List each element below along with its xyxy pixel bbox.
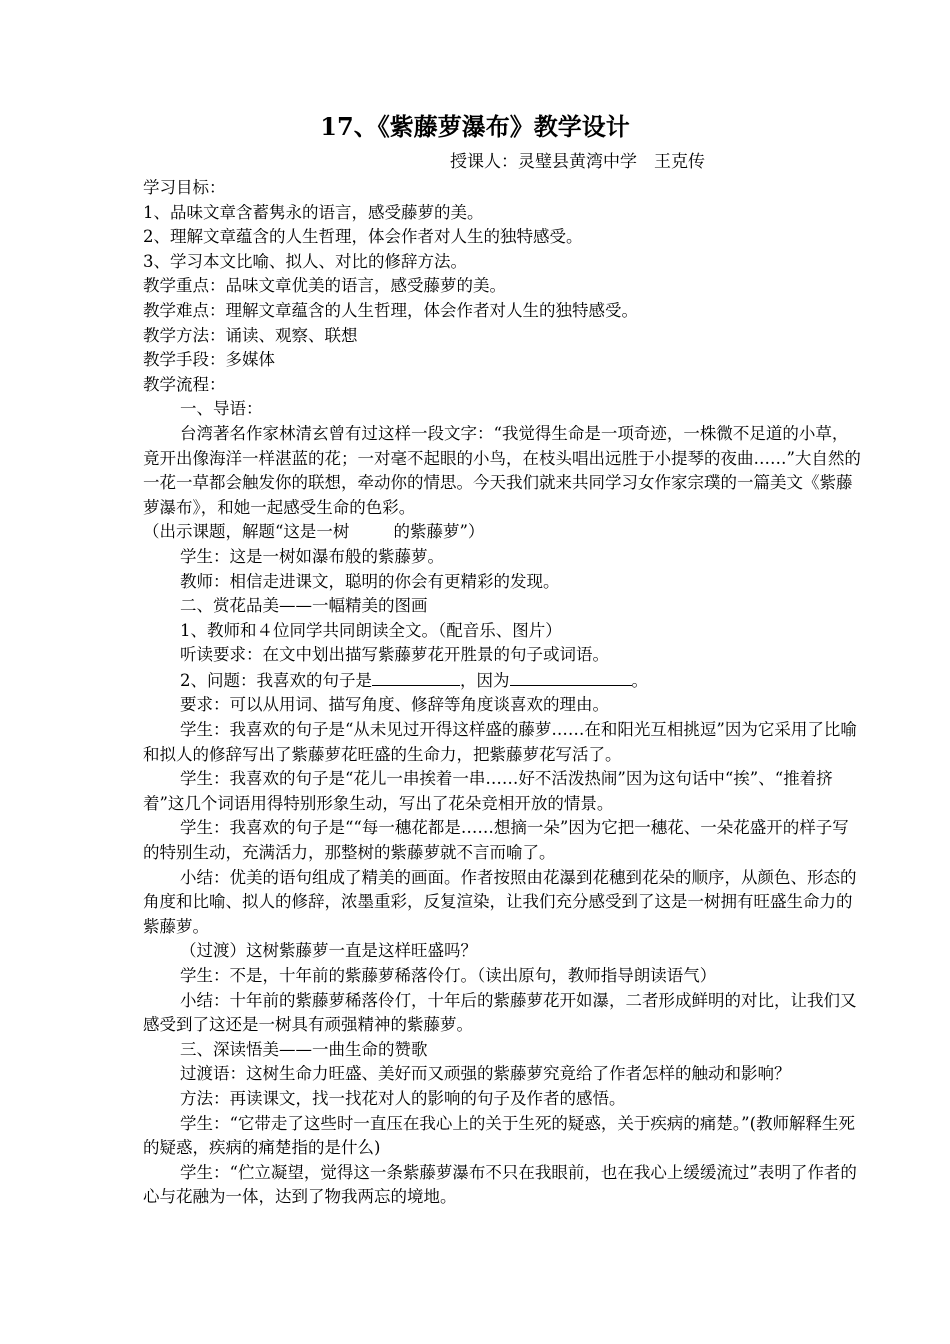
author-line: 授课人：灵璧县黄湾中学 王克传 [450,152,705,172]
s2-answer-3: 学生：我喜欢的句子是““每一穗花都是……想摘一朵”因为它把一穗花、一朵花盛开的样子写的特别生动，充满活力，那整树的紫藤萝就不言而喻了。 [143,818,849,863]
section-3-heading: 三、深读悟美——一曲生命的赞歌 [180,1039,428,1059]
intro-paragraph-tail [143,520,861,545]
s1-student: 学生：这是一树如瀑布般的紫藤萝。 [180,546,444,566]
section-2-heading: 二、赏花品美——一幅精美的图画 [180,596,428,616]
process-label: 教学流程： [143,374,226,394]
question-part-b: ，因为 [460,670,510,690]
document-body [143,176,861,1210]
key-point: 教学重点：品味文章优美的语言，感受藤萝的美。 [143,276,506,296]
s1-teacher: 教师：相信走进课文，聪明的你会有更精彩的发现。 [180,571,560,591]
s2-question [143,668,861,694]
document-title: 17、《紫藤萝瀑布》教学设计 [320,112,630,141]
s2-transition: （过渡）这树紫藤萝一直是这样旺盛吗？ [180,941,477,961]
s3-transition: 过渡语：这树生命力旺盛、美好而又顽强的紫藤萝究竟给了作者怎样的触动和影响？ [180,1064,791,1084]
s2-requirement: 要求：可以从用词、描写角度、修辞等角度谈喜欢的理由。 [180,695,609,715]
objective-2: 2、理解文章蕴含的人生哲理，体会作者对人生的独特感受。 [143,227,583,247]
s2-answer-4: 学生：不是，十年前的紫藤萝稀落伶仃。（读出原句，教师指导朗读语气） [180,966,717,985]
blank-line-1 [372,668,460,686]
s2-answer-1: 学生：我喜欢的句子是“从未见过开得这样盛的藤萝……在和阳光互相挑逗”因为它采用了比喻和拟人的修辞写出了紫藤萝花旺盛的生命力，把紫藤萝花写活了。 [143,720,857,764]
s3-answer-2: 学生：“伫立凝望，觉得这一条紫藤萝瀑布不只在我眼前，也在我心上缓缓流过”表明了作者的心与花融为一体，达到了物我两忘的境地。 [143,1162,857,1207]
difficulty: 教学难点：理解文章蕴含的人生哲理，体会作者对人生的独特感受。 [143,300,638,320]
question-part-a: 2、问题：我喜欢的句子是 [180,670,372,690]
intro-paragraph: 台湾著名作家林清玄曾有过这样一段文字：“我觉得生命是一项奇迹，一株微不足道的小草，竟开出像海洋一样湛蓝的花；一对毫不起眼的小鸟，在枝头唱出远胜于小提琴的夜曲……”大自然的一花一草都会触发你的联想，牵动你的情思。今天我们就来共同学习女作家宗璞的一篇美文《紫藤萝瀑布》，和她一起感受生命的色彩。 [143,423,861,517]
s3-answer-1: 学生：“它带走了这些时一直压在我心上的关于生死的疑惑，关于疾病的痛楚。”(教师解释生死的疑惑，疾病的痛楚指的是什么) [143,1113,856,1158]
intro-tail-a: （出示课题，解题“这是一树 [143,522,350,542]
objective-3: 3、学习本文比喻、拟人、对比的修辞方法。 [143,251,467,271]
s3-method: 方法：再读课文，找一找花对人的影响的句子及作者的感悟。 [180,1088,626,1108]
s2-listening-requirement: 听读要求：在文中划出描写紫藤萝花开胜景的句子或词语。 [180,645,609,665]
question-part-c: 。 [631,670,648,690]
blank-line-2 [510,668,632,686]
objective-1: 1、品味文章含蓄隽永的语言，感受藤萝的美。 [143,202,484,222]
section-1-heading: 一、导语： [180,399,263,419]
s2-answer-2: 学生：我喜欢的句子是“花儿一串挨着一串……好不活泼热闹”因为这句话中“挨”、“推着挤着”这几个词语用得特别形象生动，写出了花朵竞相开放的情景。 [143,769,833,813]
teaching-method: 教学方法：诵读、观察、联想 [143,325,358,345]
teaching-means: 教学手段：多媒体 [143,350,275,370]
s2-summary-2: 小结：十年前的紫藤萝稀落伶仃，十年后的紫藤萝花开如瀑，二者形成鲜明的对比，让我们又感受到了这还是一树具有顽强精神的紫藤萝。 [143,990,857,1035]
intro-tail-b: 的紫藤萝”） [393,522,485,542]
objectives-label: 学习目标： [143,178,226,197]
s2-reading: 1、教师和４位同学共同朗读全文。（配音乐、图片） [180,620,562,640]
s2-summary-1: 小结：优美的语句组成了精美的画面。作者按照由花瀑到花穗到花朵的顺序，从颜色、形态的角度和比喻、拟人的修辞，浓墨重彩，反复渲染，让我们充分感受到了这是一树拥有旺盛生命力的紫藤萝。 [143,867,857,936]
